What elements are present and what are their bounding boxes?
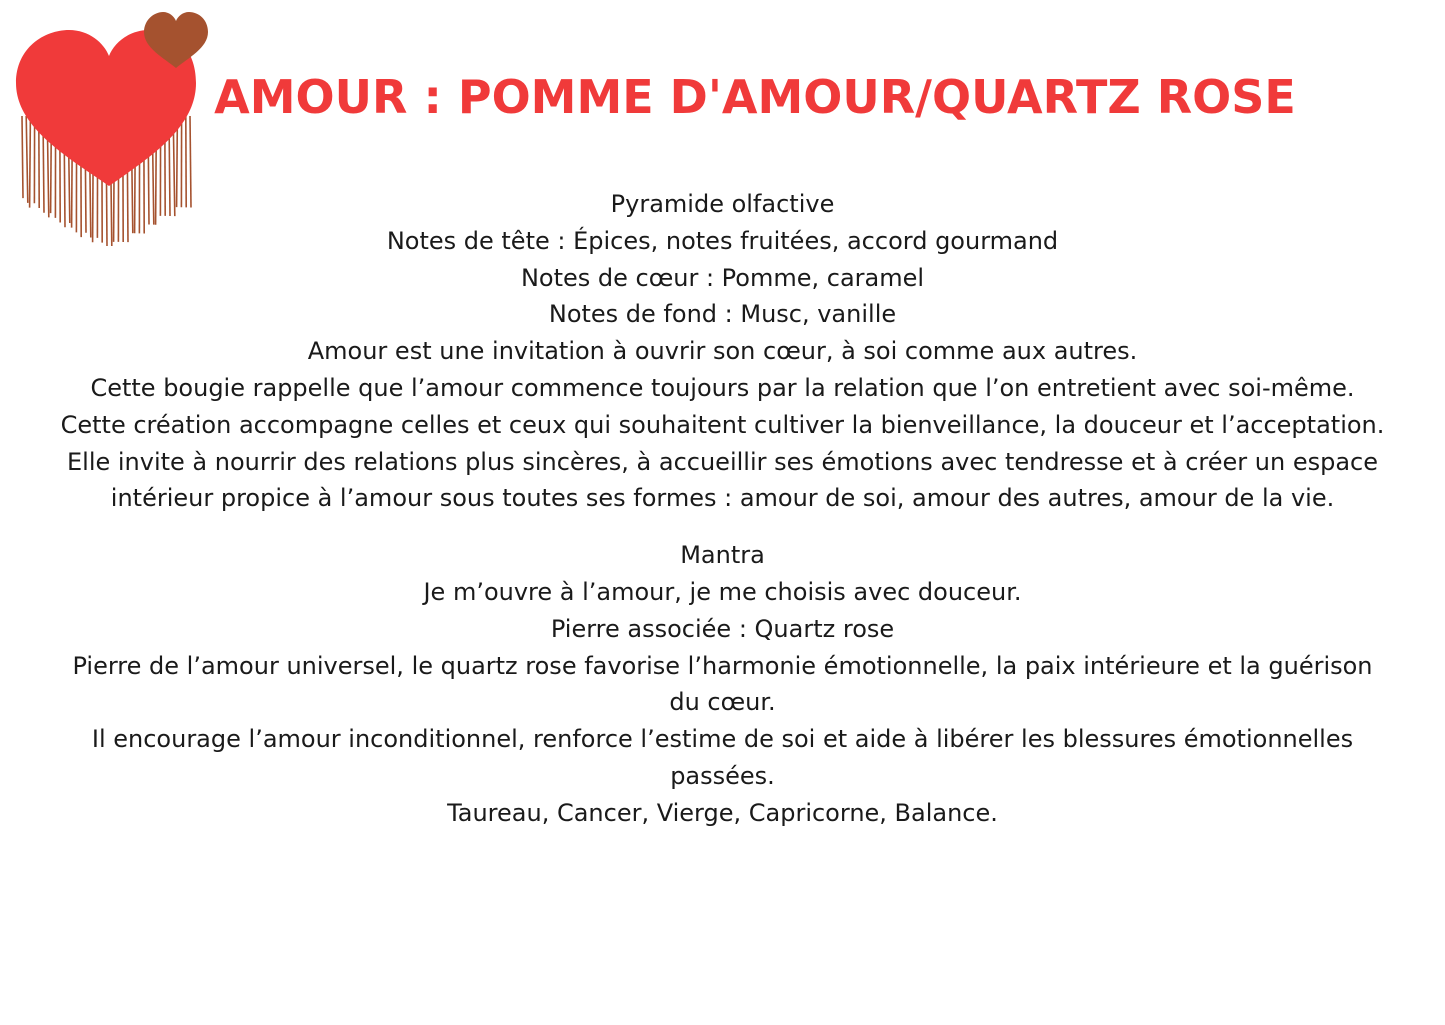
paragraph-3: Cette création accompagne celles et ceux qui souhaitent cultiver la bienveillance, la douceur et l’acceptation.: [60, 410, 1385, 439]
zodiac-signs: Taureau, Cancer, Vierge, Capricorne, Balance.: [447, 798, 998, 827]
stone-paragraph-1: Pierre de l’amour universel, le quartz rose favorise l’harmonie émotionnelle, la paix intérieure et la guérison du cœur.: [72, 651, 1373, 717]
mantra-heading: Mantra: [680, 541, 765, 570]
paragraph-2: Cette bougie rappelle que l’amour commence toujours par la relation que l’on entretient avec soi-même.: [90, 373, 1355, 402]
mantra-section: [60, 537, 1385, 831]
page-title: AMOUR : POMME D'AMOUR/QUARTZ ROSE: [214, 70, 1296, 124]
olfactive-heading: Pyramide olfactive: [610, 190, 835, 218]
description-text: [60, 186, 1385, 832]
notes-heart: Notes de cœur : Pomme, caramel: [520, 263, 925, 292]
notes-base: Notes de fond : Musc, vanille: [548, 300, 897, 329]
mantra-text: Je m’ouvre à l’amour, je me choisis avec douceur.: [423, 577, 1022, 606]
paragraph-4: Elle invite à nourrir des relations plus sincères, à accueillir ses émotions avec tendresse et à créer un espace intérieur propice à l’amour sous toutes ses formes : amour de soi, amour des autres, amour de la vie.: [66, 447, 1378, 513]
paragraph-1: Amour est une invitation à ouvrir son cœur, à soi comme aux autres.: [307, 337, 1138, 366]
stone-paragraph-2: Il encourage l’amour inconditionnel, renforce l’estime de soi et aide à libérer les blessures émotionnelles passées.: [91, 725, 1354, 790]
associated-stone: Pierre associée : Quartz rose: [550, 614, 895, 643]
olfactive-section: [60, 186, 1385, 517]
notes-top: Notes de tête : Épices, notes fruitées, accord gourmand: [386, 226, 1059, 255]
